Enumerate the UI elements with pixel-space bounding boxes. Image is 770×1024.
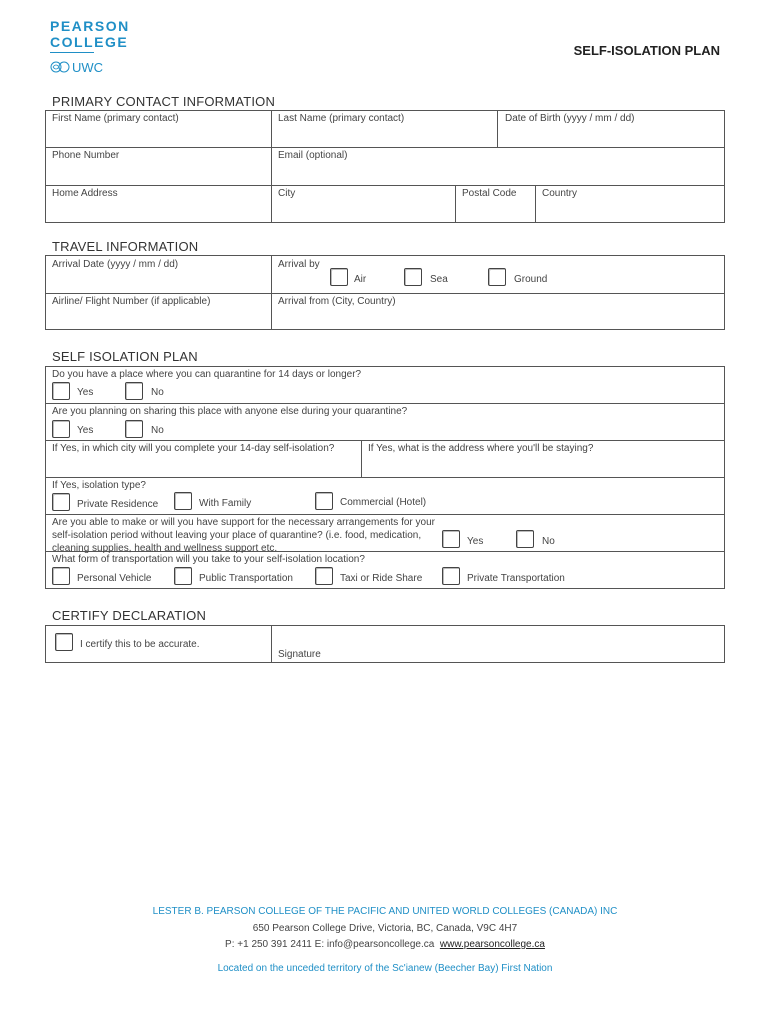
isolation-city-field[interactable]: If Yes, in which city will you complete your 14-day self-isolation? [52,443,335,454]
isolation-address-field[interactable]: If Yes, what is the address where you'll be staying? [368,443,594,454]
country-field[interactable]: Country [542,188,578,199]
divider [271,110,272,223]
footer-contact [0,938,770,952]
postal-code-field[interactable]: Postal Code [462,188,517,199]
logo-uwc-text: UWC [72,60,104,75]
ground-checkbox[interactable] [488,268,506,286]
certify-checkbox[interactable] [55,633,73,651]
question-quarantine-place: Do you have a place where you can quarantine for 14 days or longer? [52,369,362,380]
divider [271,255,272,330]
public-transportation-label: Public Transportation [199,573,293,584]
personal-vehicle-label: Personal Vehicle [77,573,152,584]
city-field[interactable]: City [278,188,296,199]
website-link[interactable]: www.pearsoncollege.ca [439,939,545,950]
globe-icon [50,61,72,73]
private-residence-label: Private Residence [77,499,159,510]
q2-no-checkbox[interactable] [125,420,143,438]
divider [361,440,362,478]
with-family-checkbox[interactable] [174,492,192,510]
ground-label: Ground [514,274,548,285]
taxi-label: Taxi or Ride Share [340,573,423,584]
q5-no-label: No [542,536,555,547]
sea-label: Sea [430,274,448,285]
divider [45,514,725,515]
private-transportation-checkbox[interactable] [442,567,460,585]
divider [535,185,536,223]
q5-yes-checkbox[interactable] [442,530,460,548]
phone-field[interactable]: Phone Number [52,150,120,161]
personal-vehicle-checkbox[interactable] [52,567,70,585]
dob-field[interactable]: Date of Birth (yyyy / mm / dd) [505,113,635,124]
arrival-from-field[interactable]: Arrival from (City, Country) [278,296,396,307]
divider [45,147,725,148]
section-title-plan: SELF ISOLATION PLAN [52,349,198,364]
logo-divider [50,52,94,53]
taxi-checkbox[interactable] [315,567,333,585]
q2-yes-label: Yes [77,425,94,436]
commercial-hotel-label: Commercial (Hotel) [340,497,427,508]
q1-yes-checkbox[interactable] [52,382,70,400]
q5-no-checkbox[interactable] [516,530,534,548]
divider [497,110,498,148]
airline-field[interactable]: Airline/ Flight Number (if applicable) [52,296,211,307]
with-family-label: With Family [199,498,252,509]
section-title-certify: CERTIFY DECLARATION [52,608,207,623]
section-title-primary: PRIMARY CONTACT INFORMATION [52,94,276,109]
footer-org: LESTER B. PEARSON COLLEGE OF THE PACIFIC AND UNITED WORLD COLLEGES (CANADA) INC [152,906,618,917]
signature-field[interactable]: Signature [278,649,321,660]
email-field[interactable]: Email (optional) [278,150,348,161]
question-transportation: What form of transportation will you take to your self-isolation location? [52,554,365,565]
air-checkbox[interactable] [330,268,348,286]
air-label: Air [354,274,367,285]
divider [45,403,725,404]
footer-phone-email: P: +1 250 391 2411 E: info@pearsoncollege.ca [225,939,435,950]
logo-uwc [50,60,103,76]
divider [45,477,725,478]
private-residence-checkbox[interactable] [52,493,70,511]
divider [45,293,725,294]
footer-territory: Located on the unceded territory of the Sc'ianew (Beecher Bay) First Nation [217,963,553,974]
home-address-field[interactable]: Home Address [52,188,118,199]
question-sharing: Are you planning on sharing this place with anyone else during your quarantine? [52,406,408,417]
logo-college: COLLEGE [50,34,129,50]
q1-yes-label: Yes [77,387,94,398]
first-name-field[interactable]: First Name (primary contact) [52,113,179,124]
question-support: Are you able to make or will you have support for the necessary arrangements for your self-isolation period without leaving your place of quarantine? (i.e. food, medication, cleaning supplies, health and wellness support etc. [52,517,435,554]
page-title: SELF-ISOLATION PLAN [573,43,720,58]
divider [45,440,725,441]
sea-checkbox[interactable] [404,268,422,286]
divider [45,185,725,186]
primary-contact-table [45,110,725,223]
q1-no-label: No [151,387,164,398]
logo-pearson: PEARSON [50,18,130,34]
q1-no-checkbox[interactable] [125,382,143,400]
section-title-travel: TRAVEL INFORMATION [52,239,199,254]
arrival-by-label: Arrival by [278,259,320,270]
q2-no-label: No [151,425,164,436]
certify-statement: I certify this to be accurate. [80,639,200,650]
question-isolation-type: If Yes, isolation type? [52,480,146,491]
q5-yes-label: Yes [467,536,484,547]
divider [455,185,456,223]
private-transportation-label: Private Transportation [467,573,565,584]
divider [271,625,272,663]
q2-yes-checkbox[interactable] [52,420,70,438]
commercial-hotel-checkbox[interactable] [315,492,333,510]
footer-address: 650 Pearson College Drive, Victoria, BC, Canada, V9C 4H7 [252,923,518,934]
arrival-date-field[interactable]: Arrival Date (yyyy / mm / dd) [52,259,179,270]
public-transportation-checkbox[interactable] [174,567,192,585]
last-name-field[interactable]: Last Name (primary contact) [278,113,405,124]
